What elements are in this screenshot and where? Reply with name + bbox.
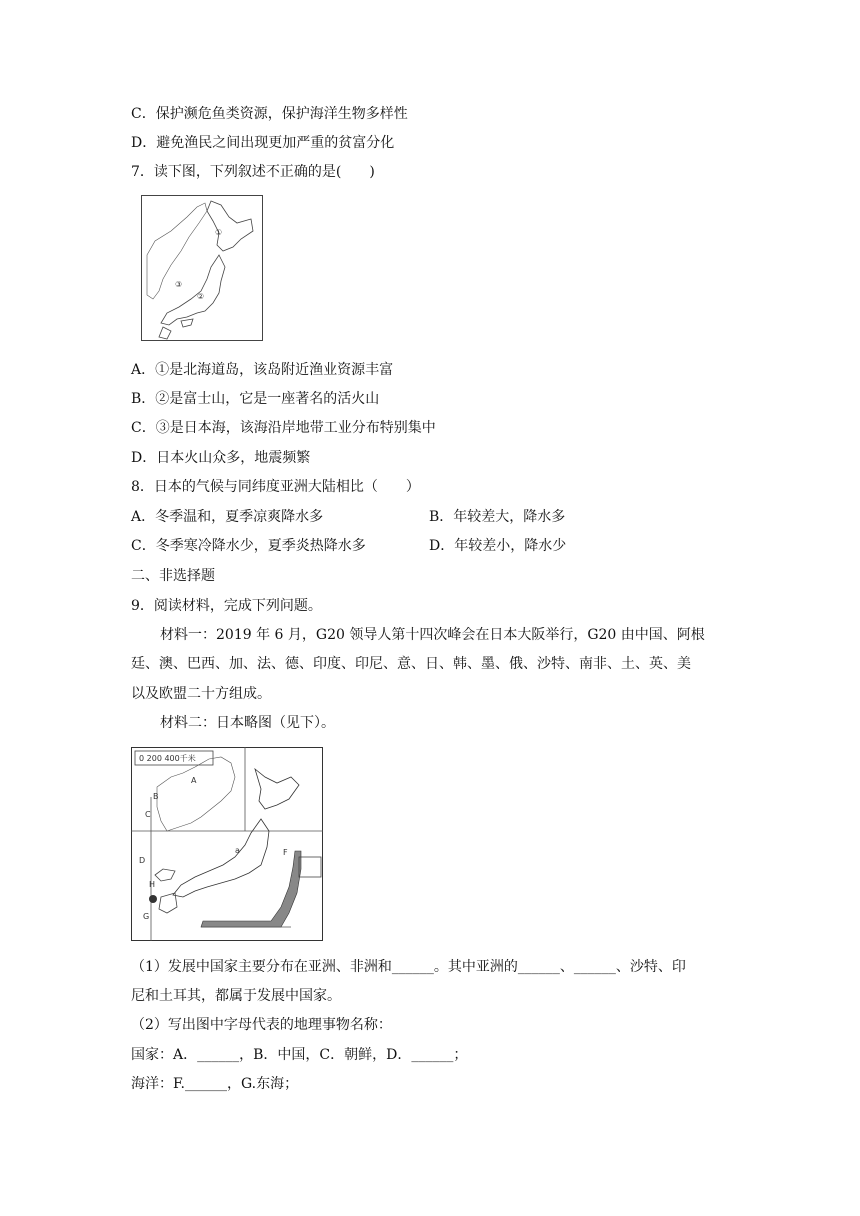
sub-question-1-line1: （1）发展中国家主要分布在亚洲、非洲和______。其中亚洲的______、______、沙特、印 xyxy=(131,959,686,975)
material2-caption: 材料二：日本略图（见下）。 xyxy=(160,715,335,731)
japan-map-large xyxy=(131,747,323,941)
q7-option-b: B．②是富士山，它是一座著名的活火山 xyxy=(131,391,380,407)
map2-label-g: G xyxy=(143,912,150,921)
map2-label-a-lower: a xyxy=(235,846,240,855)
q8-option-a: A．冬季温和，夏季凉爽降水多 xyxy=(131,509,324,525)
q8-stem: 8．日本的气候与同纬度亚洲大陆相比（ ） xyxy=(131,479,420,495)
country-answer-line: 国家：A．______，B．中国，C．朝鲜，D．______； xyxy=(131,1047,468,1063)
map2-label-a-country: A xyxy=(191,776,197,785)
q7-option-d: D．日本火山众多，地震频繁 xyxy=(131,450,311,466)
q7-option-a: A．①是北海道岛，该岛附近渔业资源丰富 xyxy=(131,362,394,378)
q6-option-c: C．保护濒危鱼类资源，保护海洋生物多样性 xyxy=(131,106,408,122)
map2-label-f: F xyxy=(283,848,288,857)
map2-label-c: C xyxy=(145,810,151,819)
q8-option-d: D．年较差小，降水少 xyxy=(429,538,567,554)
q9-stem: 9．阅读材料，完成下列问题。 xyxy=(131,598,322,614)
material1-line1: 材料一：2019 年 6 月，G20 领导人第十四次峰会在日本大阪举行，G20 由中国、阿根 xyxy=(160,627,705,643)
sub-question-2: （2）写出图中字母代表的地理事物名称： xyxy=(131,1017,392,1033)
section-heading: 二、非选择题 xyxy=(131,568,215,584)
sub-question-1-line2: 尼和土耳其，都属于发展中国家。 xyxy=(131,988,341,1004)
map1-label-3: ③ xyxy=(175,280,183,289)
q7-stem: 7．读下图，下列叙述不正确的是( ) xyxy=(131,164,375,180)
map1-label-1: ① xyxy=(215,228,223,237)
q6-option-d: D．避免渔民之间出现更加严重的贫富分化 xyxy=(131,135,395,151)
map2-scale: 0 200 400千米 xyxy=(139,754,196,763)
ocean-answer-line: 海洋：F.______，G.东海； xyxy=(131,1076,299,1092)
map2-label-b: B xyxy=(153,792,159,801)
japan-map-small xyxy=(141,195,263,341)
map2-label-d: D xyxy=(139,856,146,865)
q8-option-b: B．年较差大，降水多 xyxy=(429,509,566,525)
q8-option-c: C．冬季寒冷降水少，夏季炎热降水多 xyxy=(131,538,366,554)
map1-label-2: ② xyxy=(197,292,205,301)
material1-line3: 以及欧盟二十方组成。 xyxy=(131,686,271,702)
q7-option-c: C．③是日本海，该海沿岸地带工业分布特别集中 xyxy=(131,420,436,436)
map2-label-h: H xyxy=(149,880,156,889)
material1-line2: 廷、澳、巴西、加、法、德、印度、印尼、意、日、韩、墨、俄、沙特、南非、土、英、美 xyxy=(131,656,691,672)
